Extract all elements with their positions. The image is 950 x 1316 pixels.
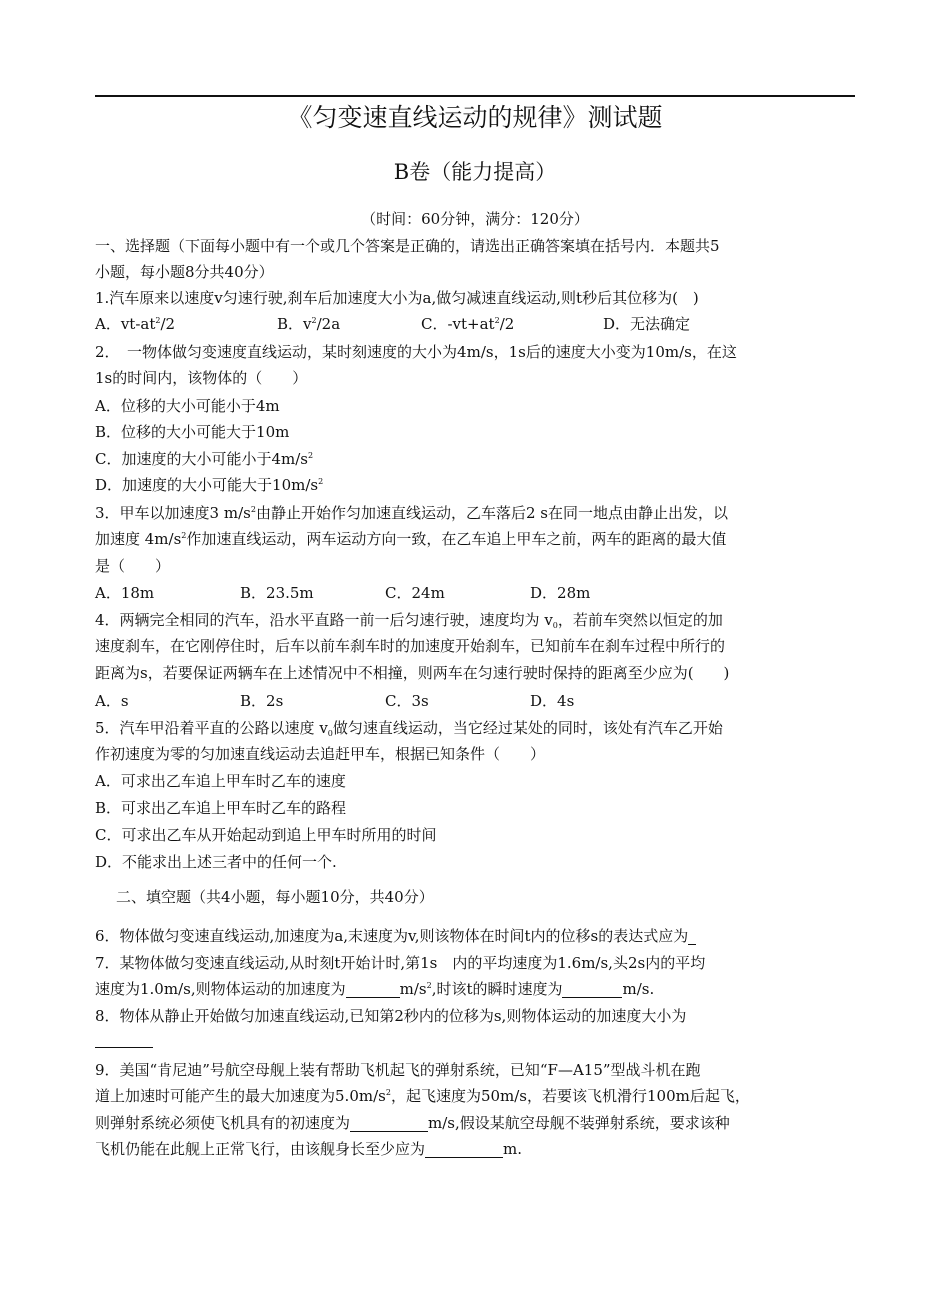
page-title: 《匀变速直线运动的规律》测试题: [287, 103, 663, 132]
q5-option-a: A．可求出乙车追上甲车时乙车的速度: [95, 772, 346, 790]
q3-line2: 加速度 $4m/s^2$作加速直线运动，两车运动方向一致，在乙车追上甲车之前，两车的距离的最大值: [95, 530, 727, 548]
q5-option-c: C．可求出乙车从开始起动到追上甲车时所用的时间: [95, 826, 437, 844]
section2-heading: 二、填空题（共4小题，每小题10分，共40分）: [116, 888, 434, 906]
q5-option-d: D．不能求出上述三者中的任何一个.: [95, 853, 337, 871]
q2-option-b: B．位移的大小可能大于10m: [95, 423, 290, 441]
q1-option-d: D．无法确定: [603, 315, 691, 333]
q4-option-b: B．2s: [240, 692, 284, 710]
q3-line1: 3．甲车以加速度3 $m/s^2$由静止开始作匀加速直线运动，乙车落后2 s在同一地点由静止出发，以: [95, 504, 728, 522]
top-rule: [95, 95, 855, 97]
q8-text: 8．物体从静止开始做匀加速直线运动,已知第2秒内的位移为s,则物体运动的加速度大小为: [95, 1007, 687, 1025]
q3-option-d: D．28m: [530, 584, 591, 602]
q9-line4: 飞机仍能在此舰上正常飞行，由该舰身长至少应为 m.: [95, 1140, 523, 1158]
q4-option-a: A．s: [95, 692, 129, 710]
q9-length-blank[interactable]: [425, 1139, 503, 1158]
q9-line2: 道上加速时可能产生的最大加速度为$5.0m/s^2$，起飞速度为50m/s，若要该飞机滑行100m后起飞，: [95, 1087, 750, 1105]
q5-option-b: B．可求出乙车追上甲车时乙车的路程: [95, 799, 347, 817]
section1-heading-line1: 一、选择题（下面每小题中有一个或几个答案是正确的，请选出正确答案填在括号内．本题共5: [95, 237, 720, 255]
q1-option-b: B．$v^2/2a$: [277, 315, 341, 333]
q5-line2: 作初速度为零的匀加速直线运动去追赶甲车，根据已知条件（ ）: [95, 745, 546, 763]
q3-line3: 是（ ）: [95, 557, 171, 575]
q2-option-a: A．位移的大小可能小于4m: [95, 397, 280, 415]
q1-option-c: C．$-vt+at^2/2$: [421, 315, 515, 333]
q8-answer-blank[interactable]: [95, 1047, 153, 1048]
q9-line3: 则弹射系统必须使飞机具有的初速度为 m/s,假设某航空母舰不装弹射系统，要求该种: [95, 1114, 730, 1132]
q7-line1: 7．某物体做匀变速直线运动,从时刻t开始计时,第1s 内的平均速度为1.6m/s,头2s内的平均: [95, 954, 706, 972]
q6-answer-blank[interactable]: [688, 926, 696, 945]
q4-option-d: D．4s: [530, 692, 575, 710]
q2-option-c: C．加速度的大小可能小于$4m/s^2$: [95, 450, 314, 468]
q4-line2: 速度刹车，在它刚停住时，后车以前车刹车时的加速度开始刹车，已知前车在刹车过程中所行的: [95, 637, 726, 655]
q7-acceleration-blank[interactable]: [346, 979, 400, 998]
q9-line1: 9．美国“肯尼迪”号航空母舰上装有帮助飞机起飞的弹射系统，已知“F—A15”型战斗机在跑: [95, 1061, 701, 1079]
q4-line3: 距离为s，若要保证两辆车在上述情况中不相撞，则两车在匀速行驶时保持的距离至少应为( ): [95, 664, 730, 682]
q5-line1: 5．汽车甲沿着平直的公路以速度 $v_0$做匀速直线运动，当它经过某处的同时，该处有汽车乙开始: [95, 719, 723, 738]
q4-line1: 4．两辆完全相同的汽车，沿水平直路一前一后匀速行驶，速度均为 $v_0$，若前车突然以恒定的加: [95, 611, 723, 630]
q9-initial-velocity-blank[interactable]: [350, 1113, 428, 1132]
q7-line2: 速度为1.0m/s,则物体运动的加速度为 $m/s^2$,时该t的瞬时速度为 m/s.: [95, 980, 655, 998]
page-subtitle: B卷（能力提高）: [393, 160, 557, 184]
section1-heading-line2: 小题，每小题8分共40分）: [95, 263, 274, 281]
q6-text: 6．物体做匀变速直线运动,加速度为a,末速度为v,则该物体在时间t内的位移s的表达式应为: [95, 923, 865, 949]
q1-stem: 1.汽车原来以速度v匀速行驶,刹车后加速度大小为a,做匀减速直线运动,则t秒后其位移为( ): [95, 289, 699, 307]
q1-option-a: A．$vt-at^2/2$: [95, 315, 176, 333]
q2-line2: 1s的时间内，该物体的（ ）: [95, 369, 308, 387]
q2-line1: 2． 一物体做匀变速度直线运动，某时刻速度的大小为4m/s，1s后的速度大小变为10m/s，在这: [95, 343, 737, 361]
q2-option-d: D．加速度的大小可能大于$10m/s^2$: [95, 476, 324, 494]
q7-velocity-blank[interactable]: [562, 979, 622, 998]
q3-option-b: B．23.5m: [240, 584, 314, 602]
q3-option-c: C．24m: [385, 584, 445, 602]
time-info: （时间：60分钟，满分：120分）: [361, 210, 589, 228]
q3-option-a: A．18m: [95, 584, 155, 602]
q4-option-c: C．3s: [385, 692, 429, 710]
